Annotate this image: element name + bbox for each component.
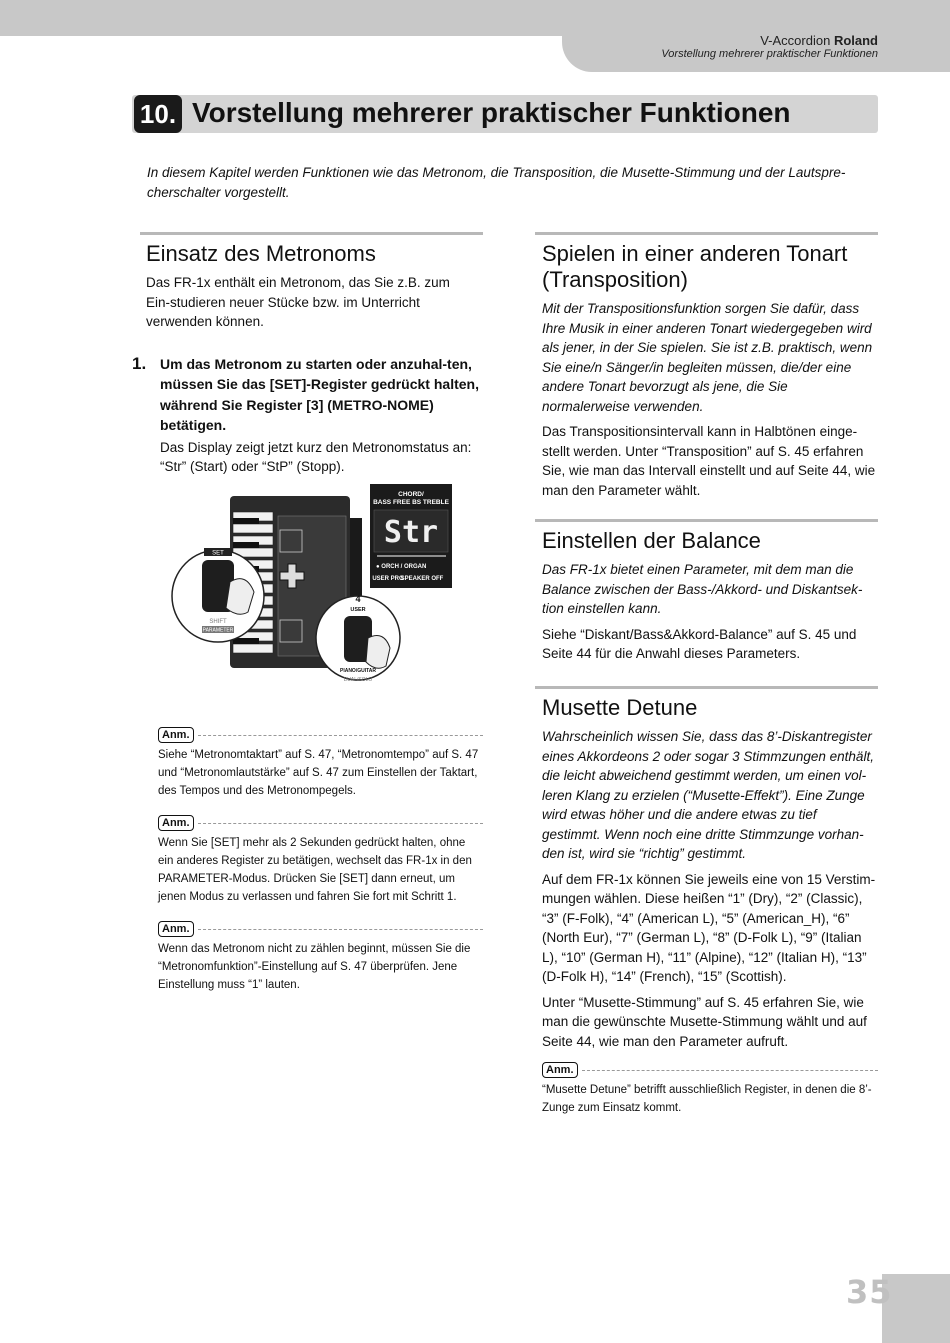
intro-text: In diesem Kapitel werden Funktionen wie das Metronom, die Transposition, die Musette-Stimmung und der Lautspre-cherschalter vorgestellt. — [147, 165, 846, 200]
display-readout: Str — [383, 515, 439, 550]
header-brand: V-Accordion Roland — [760, 33, 878, 48]
notes-left — [158, 726, 483, 994]
note-text: Siehe “Metronomtaktart” auf S. 47, “Metronomtempo” auf S. 47 und “Metronomlautstärke” auf S. 47 zum Einstellen der Taktart, des Tempos und des Metronompegels. — [158, 749, 479, 797]
balance-section — [535, 519, 878, 670]
dual-solo-label: DUAL/SOLO — [343, 677, 373, 683]
key-number: 4 — [355, 594, 361, 604]
musette-section — [535, 686, 878, 1117]
section-rule — [535, 519, 878, 522]
note-1 — [158, 726, 483, 800]
note-badge: Anm. — [158, 815, 194, 831]
set-label: SET — [212, 550, 224, 557]
shift-label: SHIFT — [209, 619, 227, 625]
note-3 — [158, 920, 483, 994]
step-number: 1. — [132, 353, 147, 373]
speaker-off-label: SPEAKER OFF — [400, 576, 444, 582]
user-label: USER — [350, 607, 366, 613]
chapter-title: Vorstellung mehrerer praktischer Funktionen — [192, 97, 791, 128]
transposition-body: Das Transpositionsintervall kann in Halbtönen einge-stellt werden. Unter “Transposition” auf S. 45 erfahren Sie, wie man das Intervall einstellt und auf Seite 44, wie man den Parameter wählt. — [542, 424, 876, 498]
balance-body: Siehe “Diskant/Bass&Akkord-Balance” auf S. 45 und Seite 44 für die Anwahl dieses Parameters. — [542, 626, 857, 661]
display-header-2: BASS FREE BS TREBLE — [373, 499, 449, 506]
metronome-title: Einsatz des Metronoms — [146, 241, 376, 266]
orch-organ-label: ● ORCH / ORGAN — [376, 564, 427, 570]
note-text: Wenn Sie [SET] mehr als 2 Sekunden gedrückt halten, ohne ein anderes Register zu betätigen, wechselt das FR-1x in den PARAMETER-Modus. Drücken Sie [SET] dann erneut, um jenen Modus zu verlassen und fahren Sie fort mit Schritt 1. — [158, 837, 472, 903]
note-divider — [198, 929, 484, 930]
accordion-figure — [170, 478, 470, 700]
note-badge: Anm. — [158, 921, 194, 937]
musette-body-1: Auf dem FR-1x können Sie jeweils eine von 15 Verstim-mungen wählen. Diese heißen “1” (Dry), “2” (Classic), “3” (F-Folk), “4” (American L), “5” (American_H), “6” (North Eur), “7” (German L), “8” (D-Folk L), “9” (Italian L), “10” (German H), “11” (Alpine), “12” (Italian H), “13” (D-Folk H), “14” (French), “15” (Scottish). — [542, 871, 876, 984]
musette-body-2: Unter “Musette-Stimmung” auf S. 45 erfahren Sie, wie man die gewünschte Musette-Stimmung wählt und auf Seite 44, wie man den Parameter aufruft. — [542, 994, 867, 1049]
note-divider — [582, 1070, 879, 1071]
chapter-number: 10. — [134, 95, 182, 133]
page-number: 35 — [846, 1273, 893, 1311]
section-rule — [535, 232, 878, 235]
metronome-body: Das FR-1x enthält ein Metronom, das Sie z.B. zum Ein-studieren neuer Stücke bzw. im Unterricht verwenden können. — [146, 275, 450, 329]
musette-intro: Wahrscheinlich wissen Sie, dass das 8’-Diskantregister eines Akkordeons 2 oder sogar 3 Stimmzungen enthält, die leicht abweichend gestimmt werden, um einen vol-leren Klang zu erzielen (“Musette-Effekt”). Eine Zunge wird etwas höher und die andere etwas zu tief gestimmt. Wenn noch eine dritte Stimmzunge vorhan-den ist, wird sie “richtig” gestimmt. — [542, 729, 874, 861]
parameter-label: PARAMETER — [202, 627, 234, 634]
user-button-callout — [316, 594, 400, 683]
balance-title: Einstellen der Balance — [542, 528, 761, 553]
note-text: “Musette Detune” betrifft ausschließlich Register, in denen die 8’-Zunge zum Einsatz kommt. — [542, 1084, 872, 1114]
note-badge: Anm. — [158, 727, 194, 743]
step-detail: Das Display zeigt jetzt kurz den Metronomstatus an: “Str” (Start) oder “StP” (Stopp). — [160, 439, 472, 474]
step-instruction: Um das Metronom zu starten oder anzuhal-ten, müssen Sie das [SET]-Register gedrückt halten, während Sie Register [3] (METRO-NOME) betätigen. — [160, 355, 479, 433]
musette-note — [542, 1061, 878, 1117]
header-subtitle: Vorstellung mehrerer praktischer Funktionen — [661, 48, 878, 60]
transposition-title: Spielen in einer anderen Tonart (Transposition) — [542, 241, 848, 292]
piano-guitar-label: PIANO/GUITAR — [339, 668, 377, 674]
note-text: Wenn das Metronom nicht zu zählen beginnt, müssen Sie die “Metronomfunktion”-Einstellung auf S. 47 überprüfen. Jene Einstellung muss “1” lauten. — [158, 943, 471, 991]
section-rule — [140, 232, 483, 235]
section-rule — [535, 686, 878, 689]
note-badge: Anm. — [542, 1062, 578, 1078]
display-panel — [370, 484, 452, 588]
balance-intro: Das FR-1x bietet einen Parameter, mit dem man die Balance zwischen der Bass-/Akkord- und Diskantsek-tion einstellen kann. — [542, 562, 863, 616]
transposition-intro: Mit der Transpositionsfunktion sorgen Sie dafür, dass Ihre Musik in einer anderen Tonart wiedergegeben wird als jener, in der Sie spielen. Sie ist z.B. praktisch, wenn Sie eine/n Sänger/in begleiten müssen, die/der eine andere Tonart bevorzugt als jene, die Sie normalerweise verwenden. — [542, 301, 873, 414]
musette-title: Musette Detune — [542, 695, 698, 720]
step-1 — [132, 353, 483, 477]
user-prg-label: USER PRG — [372, 576, 404, 582]
display-header-1: CHORD/ — [398, 491, 424, 498]
note-2 — [158, 814, 483, 906]
transposition-section — [535, 232, 878, 506]
note-divider — [198, 735, 484, 736]
metronome-section — [132, 232, 483, 483]
note-divider — [198, 823, 484, 824]
